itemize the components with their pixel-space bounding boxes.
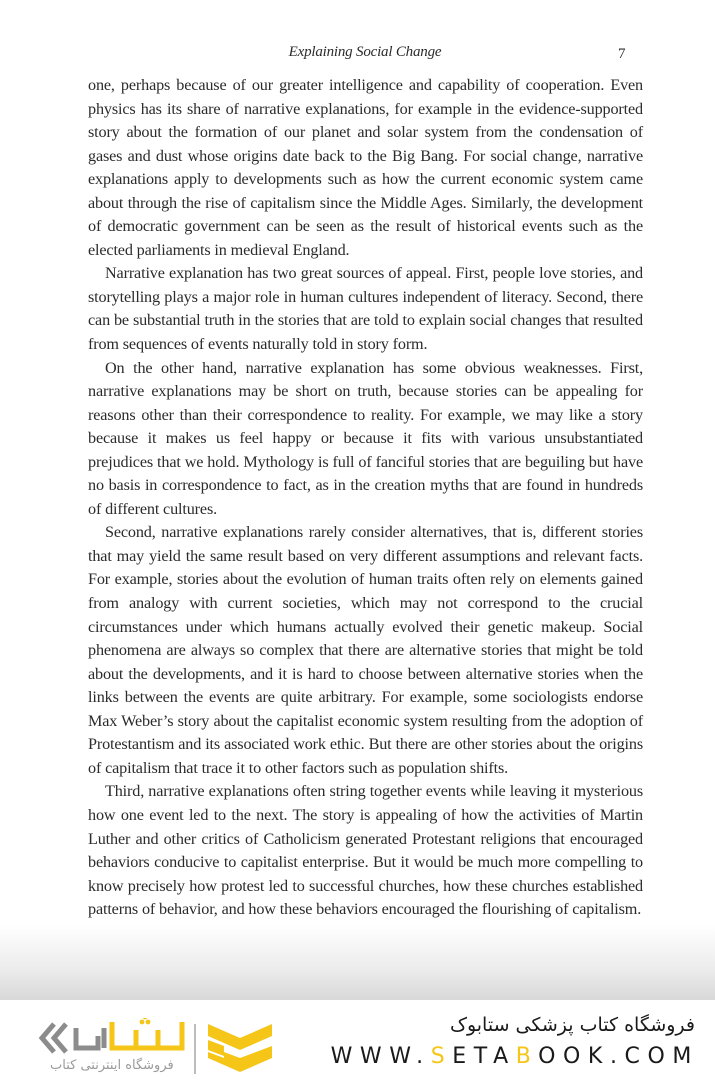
url-rest: OOK.COM: [538, 1044, 699, 1069]
logo-tagline: فروشگاه اینترنتی کتاب: [50, 1058, 174, 1073]
setabook-logo: [32, 1018, 282, 1078]
setabook-wordmark-icon: [32, 1018, 187, 1056]
url-highlight-s: S: [430, 1044, 453, 1069]
logo-divider: [194, 1024, 196, 1074]
watermark-footer: [0, 1000, 715, 1080]
body-text: [88, 74, 643, 922]
page-bottom-shadow: [0, 925, 715, 1000]
page-number: 7: [618, 46, 626, 62]
url-prefix: WWW.: [330, 1044, 431, 1069]
paragraph-continuation: one, perhaps because of our greater intelligence and capability of cooperation. Even physics has its share of narrative explanations, for example in the evidence-supported story about the formation of our planet and solar system from the condensation of gases and dust whose origins date back to the Big Bang. For social change, narrative explanations apply to developments such as how the current economic system came about through the rise of capitalism since the Middle Ages. Similarly, the development of democratic government can be seen as the result of historical events such as the elected parliaments in medieval England.: [88, 76, 643, 259]
chevron-emblem-icon: [204, 1022, 276, 1076]
store-url[interactable]: [331, 1044, 699, 1069]
url-eta: ETA: [452, 1044, 516, 1069]
running-head-title: Explaining Social Change: [288, 44, 442, 60]
paragraph-appeal: Narrative explanation has two great sources of appeal. First, people love stories, and storytelling plays a major role in human cultures independent of literacy. Second, there can be substantial truth in the stories that are told to explain social changes that resulted from sequences of events naturally told in story form.: [88, 264, 643, 354]
url-highlight-b: B: [515, 1044, 539, 1069]
store-name: فروشگاه کتاب پزشکی ستابوک: [449, 1014, 695, 1036]
paragraph-weaknesses: On the other hand, narrative explanation has some obvious weaknesses. First, narrative explanations may be short on truth, because stories can be appealing for reasons other than their correspondence to reality. For example, we may like a story because it makes us feel happy or because it fits with various unsubstantiated prejudices that we hold. Mythology is full of fanciful stories that are beguiling but have no basis in correspondence to fact, as in the creation myths that are found in hundreds of different cultures.: [88, 358, 643, 518]
running-head: [0, 44, 715, 68]
paragraph-alternatives: Second, narrative explanations rarely consider alternatives, that is, different stories that may yield the same result based on very different assumptions and relevant facts. For example, stories about the evolution of human traits often rely on elements gained from analogy with current societies, which may not correspond to the crucial circumstances under which humans actually evolved their genetic makeup. Social phenomena are always so complex that there are alternative stories that might be told about the developments, and it is hard to choose between alternative stories when the links between the events are quite arbitrary. For example, some sociologists endorse Max Weber’s story about the capitalist economic system resulting from the adoption of Protestantism and its associated work ethic. But there are other stories about the origins of capitalism that trace it to other factors such as population shifts.: [88, 523, 643, 777]
paragraph-mechanisms: Third, narrative explanations often string together events while leaving it mysterious how one event led to the next. The story is appealing of how the activities of Martin Luther and other critics of Catholicism generated Protestant religions that encouraged behaviors conducive to capitalist enterprise. But it would be much more compelling to know precisely how protest led to successful churches, how these churches established patterns of behavior, and how these behaviors encouraged the flourishing of capitalism.: [88, 782, 643, 919]
